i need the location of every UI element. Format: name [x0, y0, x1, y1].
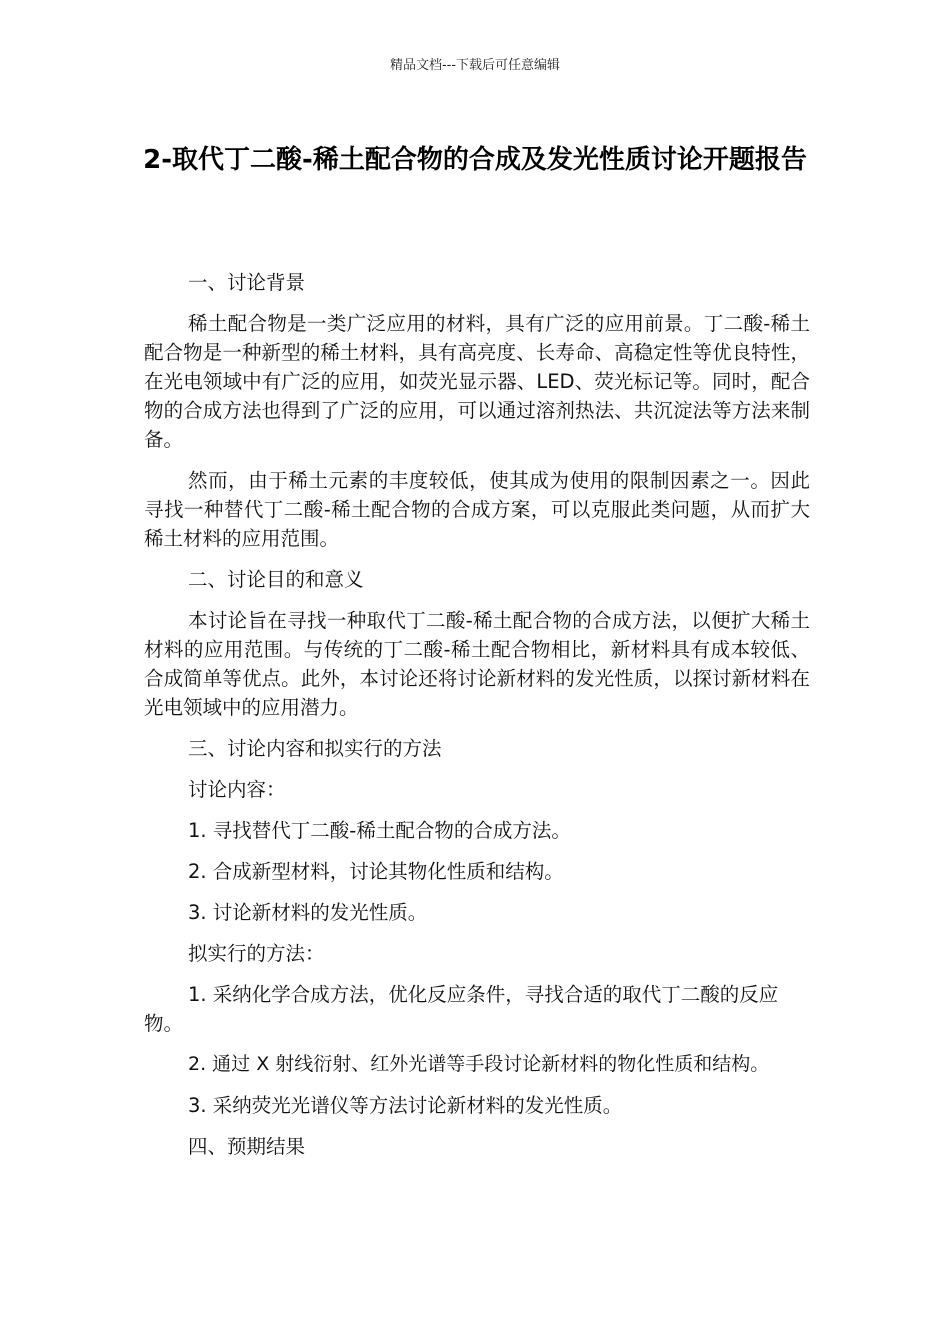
document-title: 2-取代丁二酸-稀土配合物的合成及发光性质讨论开题报告 — [143, 145, 807, 175]
page-header: 精品文档---下载后可任意编辑 — [389, 58, 561, 73]
method-label: 拟实行的方法： — [188, 942, 325, 965]
paragraph-background-2: 然而，由于稀土元素的丰度较低，使其成为使用的限制因素之一。因此寻找一种替代丁二酸-稀土配合物的合成方案，可以克服此类问题，从而扩大稀土材料的应用范围。 — [144, 469, 810, 550]
section-heading-expected-results: 四、预期结果 — [188, 1135, 306, 1158]
method-item-1: 1. 采纳化学合成方法，优化反应条件，寻找合适的取代丁二酸的反应物。 — [144, 983, 779, 1035]
content-item-3: 3. 讨论新材料的发光性质。 — [188, 901, 428, 924]
paragraph-background-1: 稀土配合物是一类广泛应用的材料，具有广泛的应用前景。丁二酸-稀土配合物是一种新型的稀土材料，具有高亮度、长寿命、高稳定性等优良特性，在光电领域中有广泛的应用，如荧光显示器、LED、荧光标记等。同时，配合物的合成方法也得到了广泛的应用，可以通过溶剂热法、共沉淀法等方法来制备。 — [144, 312, 810, 451]
content-label: 讨论内容： — [188, 778, 286, 801]
content-item-2: 2. 合成新型材料，讨论其物化性质和结构。 — [188, 860, 564, 883]
method-item-2: 2. 通过 X 射线衍射、红外光谱等手段讨论新材料的物化性质和结构。 — [188, 1053, 770, 1075]
method-item-3: 3. 采纳荧光光谱仪等方法讨论新材料的发光性质。 — [188, 1094, 623, 1117]
content-item-1: 1. 寻找替代丁二酸-稀土配合物的合成方法。 — [188, 819, 571, 842]
document-body — [144, 268, 810, 1173]
section-heading-background: 一、讨论背景 — [188, 271, 306, 294]
section-heading-purpose: 二、讨论目的和意义 — [188, 568, 364, 591]
paragraph-purpose: 本讨论旨在寻找一种取代丁二酸-稀土配合物的合成方法，以便扩大稀土材料的应用范围。与传统的丁二酸-稀土配合物相比，新材料具有成本较低、合成简单等优点。此外，本讨论还将讨论新材料的发光性质，以探讨新材料在光电领域中的应用潜力。 — [144, 609, 810, 719]
section-heading-content-methods: 三、讨论内容和拟实行的方法 — [188, 737, 442, 760]
